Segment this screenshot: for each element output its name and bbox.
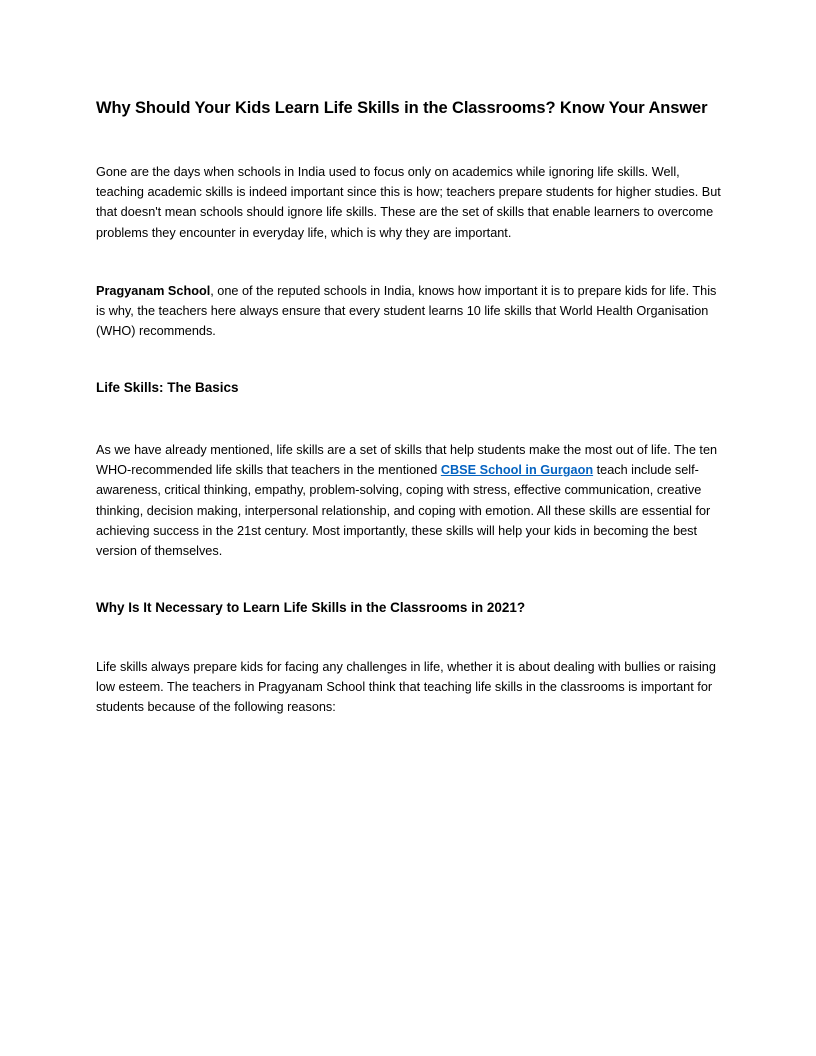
school-paragraph-text: , one of the reputed schools in India, knows how important it is to prepare kids for life. This is why, the teachers here always ensure that every student learns 10 life skills that World Health Organisation (WHO) recommends. [96,284,717,339]
basics-paragraph [96,440,726,561]
basics-text-after: teach include self-awareness, critical thinking, empathy, problem-solving, coping with stress, effective communication, creative thinking, decision making, interpersonal relationship, and coping with emotion. All these skills are essential for achieving success in the 21st century. Most importantly, these skills will help your kids in becoming the best version of themselves. [96,463,711,559]
heading-why: Why Is It Necessary to Learn Life Skills in the Classrooms in 2021? [96,600,526,615]
intro-paragraph: Gone are the days when schools in India used to focus only on academics while ignoring life skills. Well, teaching academic skills is indeed important since this is how; teachers prepare students for higher studies. But that doesn't mean schools should ignore life skills. These are the set of skills that enable learners to overcome problems they encounter in everyday life, which is why they are important. [96,165,721,240]
school-paragraph [96,281,726,342]
cbse-school-link[interactable]: CBSE School in Gurgaon [440,463,594,478]
why-paragraph: Life skills always prepare kids for facing any challenges in life, whether it is about dealing with bullies or raising low esteem. The teachers in Pragyanam School think that teaching life skills in the classrooms is important for students because of the following reasons: [96,660,716,715]
basics-text-before: As we have already mentioned, life skills are a set of skills that help students make the most out of life. The ten WHO-recommended life skills that teachers in the mentioned [96,443,718,478]
document-title: Why Should Your Kids Learn Life Skills in the Classrooms? Know Your Answer [96,99,708,117]
school-name: Pragyanam School [96,284,211,298]
heading-basics: Life Skills: The Basics [96,380,239,395]
document-page [96,96,726,715]
